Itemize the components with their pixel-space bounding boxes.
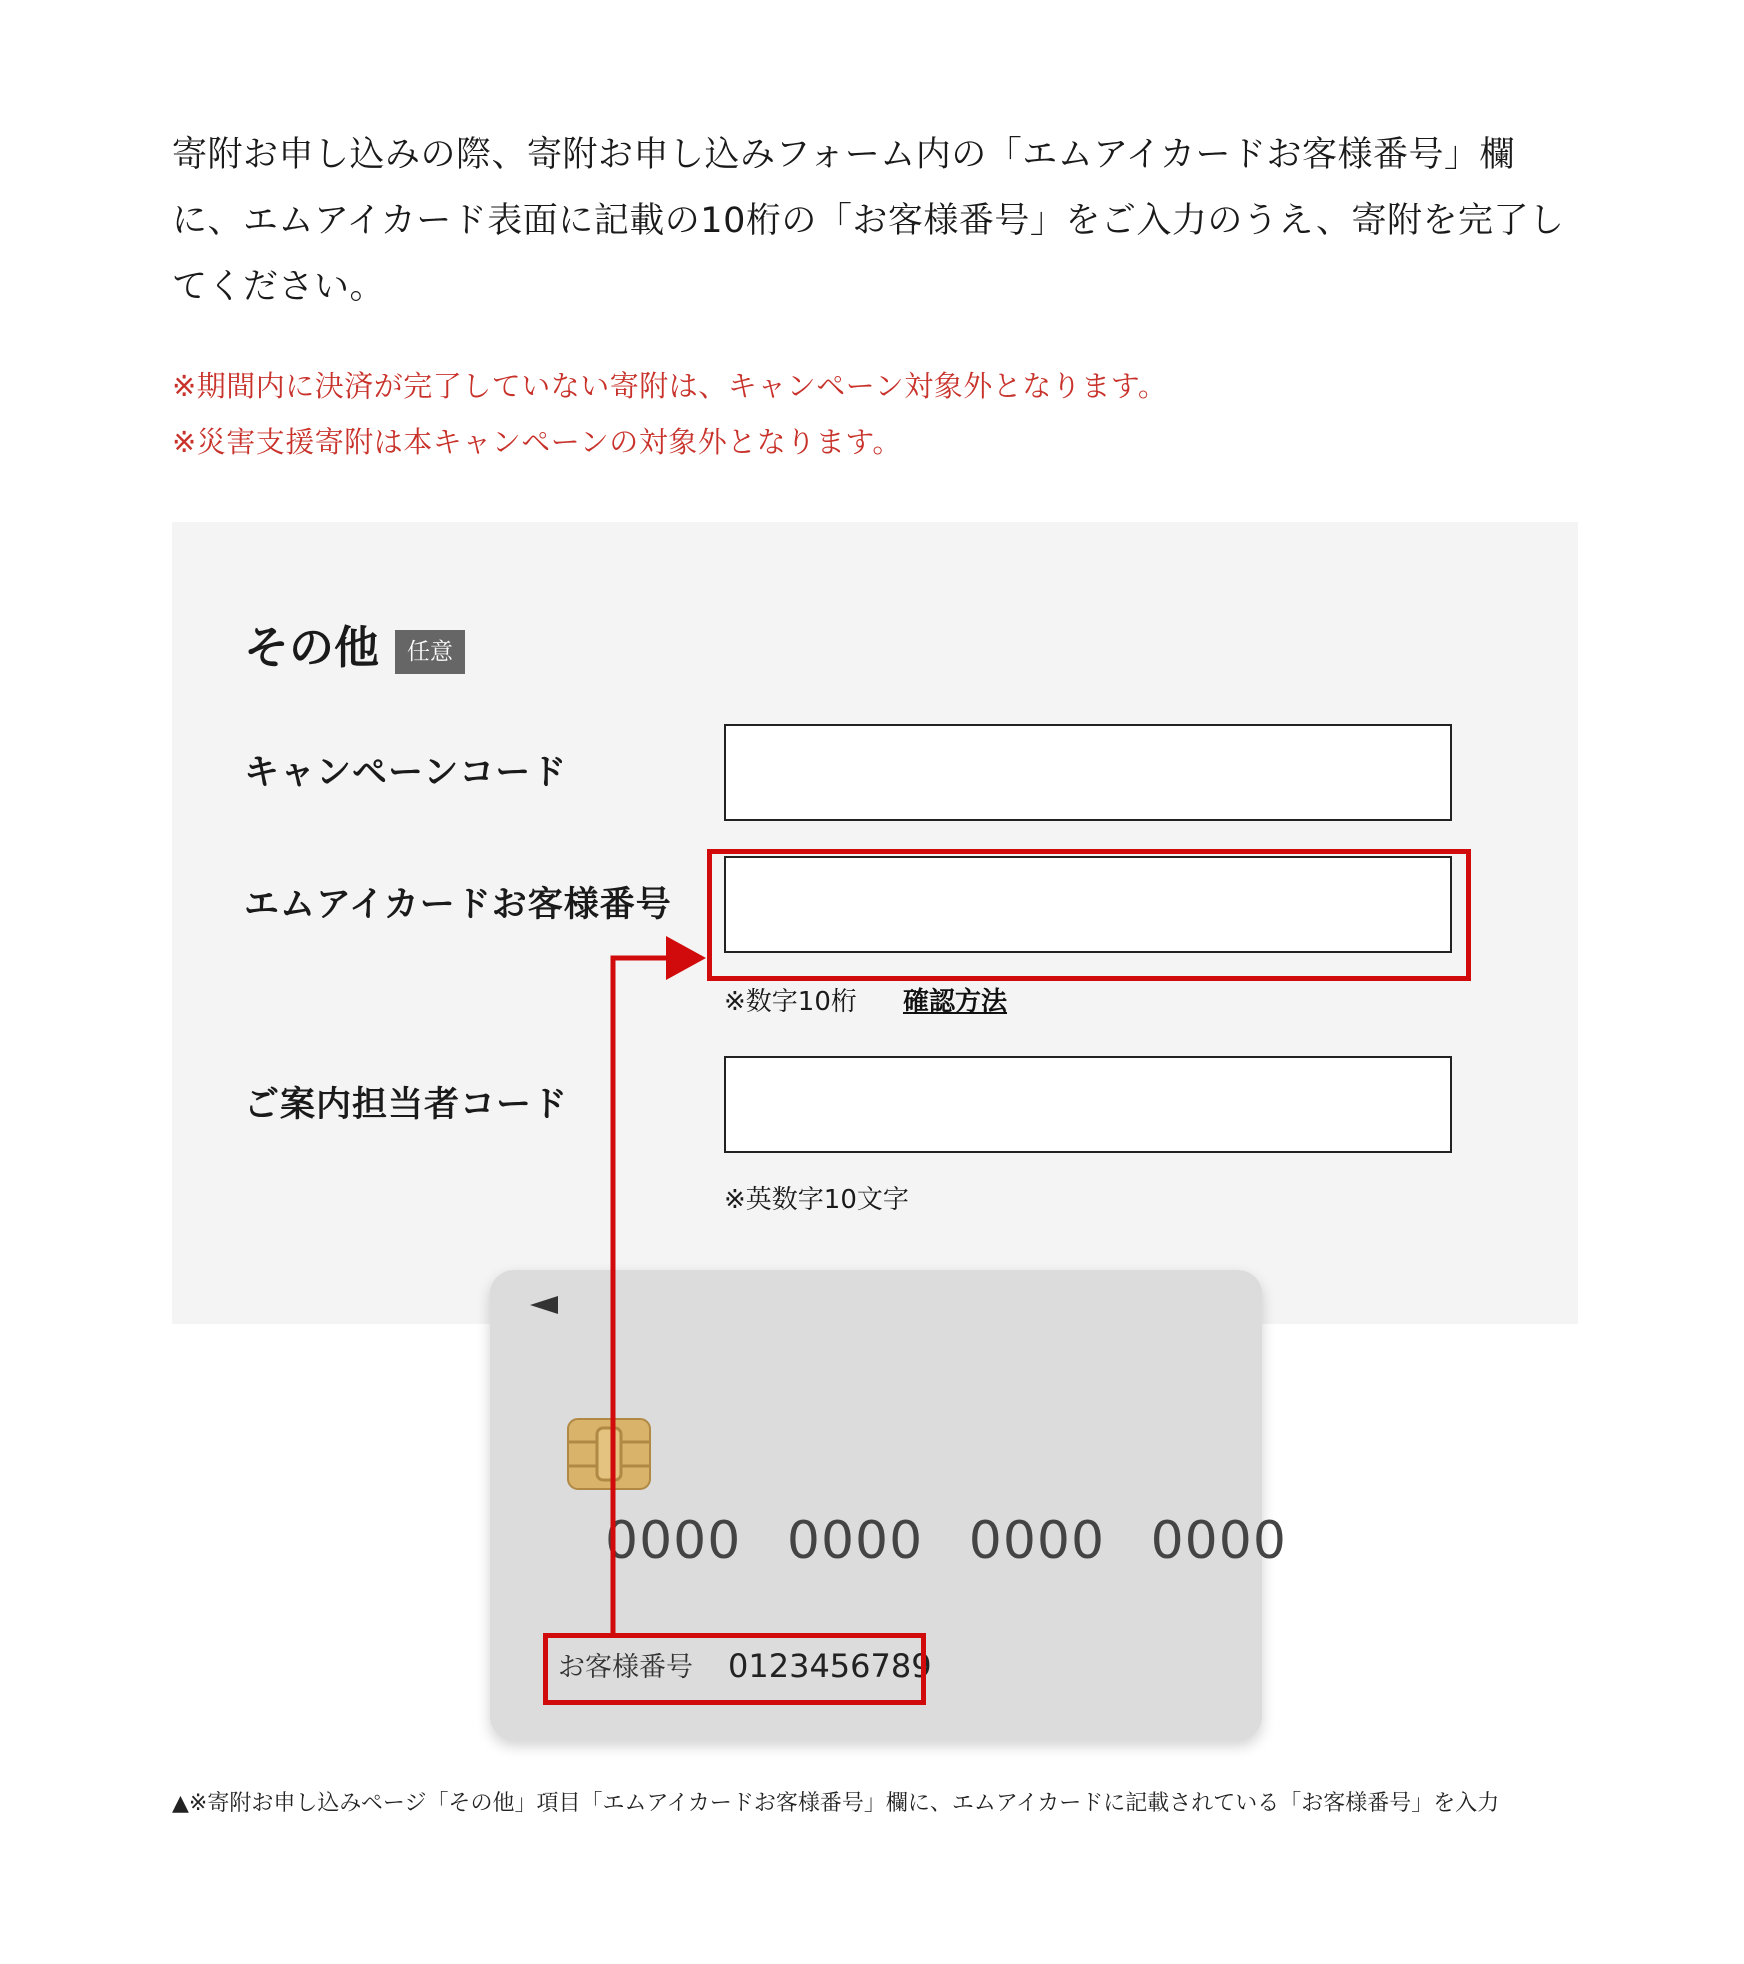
optional-badge: 任意 (395, 630, 465, 674)
caption: ▲※寄附お申し込みページ「その他」項目「エムアイカードお客様番号」欄に、エムアイカードに記載されている「お客様番号」を入力 (172, 1791, 1500, 1816)
intro-paragraph: 寄附お申し込みの際、寄附お申し込みフォーム内の「エムアイカードお客様番号」欄に、エムアイカード表面に記載の10桁の「お客様番号」をご入力のうえ、寄附を完了してください。 (172, 135, 1565, 307)
section-title: その他 (244, 621, 380, 674)
campaign-note: ※期間内に決済が完了していない寄附は、キャンペーン対象外となります。 (172, 369, 1168, 403)
staff-code-label: ご案内担当者コード (244, 1085, 569, 1125)
staff-code-input[interactable] (724, 1056, 1452, 1153)
campaign-code-label: キャンペーンコード (244, 753, 568, 793)
mi-card-number-label: エムアイカードお客様番号 (244, 885, 672, 925)
customer-number-value: 0123456789 (728, 1647, 932, 1685)
how-to-check-link[interactable]: 確認方法 (903, 987, 1008, 1017)
disaster-note: ※災害支援寄附は本キャンペーンの対象外となります。 (172, 425, 902, 459)
card-insert-arrow-icon (530, 1296, 558, 1314)
card-number: 0000 0000 0000 0000 (605, 1511, 1287, 1571)
alnum-helper: ※英数字10文字 (724, 1185, 909, 1215)
campaign-code-input[interactable] (724, 724, 1452, 821)
customer-number-highlight (543, 1633, 926, 1705)
highlight-frame (707, 849, 1471, 981)
notes (172, 358, 1167, 470)
ic-chip-icon (567, 1418, 651, 1490)
digits-helper: ※数字10桁 (724, 987, 857, 1017)
customer-number-label: お客様番号 (558, 1652, 693, 1683)
